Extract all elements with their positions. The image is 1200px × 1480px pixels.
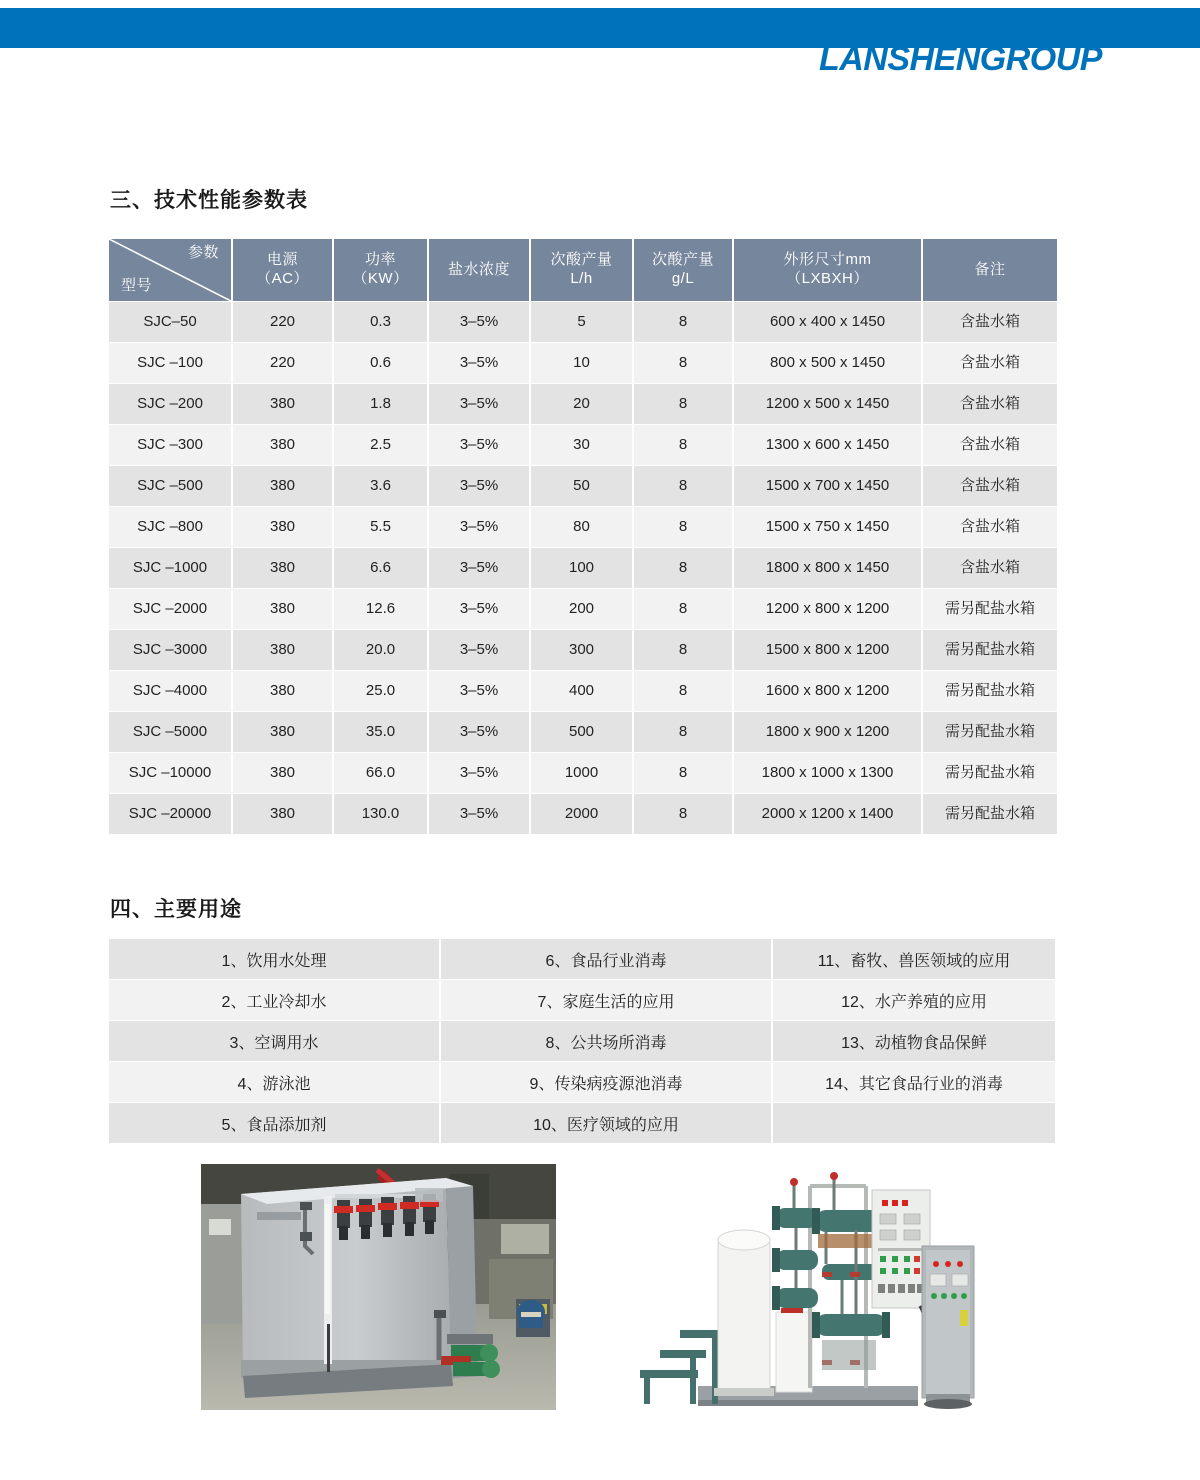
use-cell-empty bbox=[773, 1103, 1055, 1143]
table-row bbox=[109, 384, 1057, 424]
table-row bbox=[109, 466, 1057, 506]
cell-model: SJC –3000 bbox=[109, 630, 231, 670]
cell-output-gl: 8 bbox=[634, 343, 732, 383]
header-line2: （KW） bbox=[352, 270, 409, 287]
table-row bbox=[109, 794, 1057, 834]
cell-power-supply: 380 bbox=[233, 712, 332, 752]
cell-brine: 3–5% bbox=[429, 753, 529, 793]
cell-model: SJC –100 bbox=[109, 343, 231, 383]
cell-remark: 需另配盐水箱 bbox=[923, 589, 1057, 629]
cell-dimensions: 1600 x 800 x 1200 bbox=[734, 671, 921, 711]
cell-remark: 需另配盐水箱 bbox=[923, 753, 1057, 793]
use-cell: 3、空调用水 bbox=[109, 1021, 439, 1061]
cell-output-lh: 2000 bbox=[531, 794, 632, 834]
header-param-label: 参数 bbox=[187, 244, 219, 261]
table-row bbox=[109, 671, 1057, 711]
cell-power: 20.0 bbox=[334, 630, 427, 670]
cell-output-gl: 8 bbox=[634, 507, 732, 547]
cell-remark: 需另配盐水箱 bbox=[923, 794, 1057, 834]
cell-dimensions: 1800 x 1000 x 1300 bbox=[734, 753, 921, 793]
cell-remark: 含盐水箱 bbox=[923, 302, 1057, 342]
company-logo-text: LANSHENGROUP bbox=[818, 40, 1102, 78]
cell-brine: 3–5% bbox=[429, 507, 529, 547]
cell-output-lh: 100 bbox=[531, 548, 632, 588]
header-line1: 次酸产量 bbox=[651, 251, 714, 269]
cell-power: 35.0 bbox=[334, 712, 427, 752]
cell-output-gl: 8 bbox=[634, 630, 732, 670]
table-row bbox=[109, 548, 1057, 588]
cell-power: 0.3 bbox=[334, 302, 427, 342]
header-line2: g/L bbox=[671, 270, 695, 287]
cell-model: SJC –5000 bbox=[109, 712, 231, 752]
cell-power: 3.6 bbox=[334, 466, 427, 506]
cell-power: 5.5 bbox=[334, 507, 427, 547]
header-brine-concentration bbox=[429, 239, 529, 301]
cell-brine: 3–5% bbox=[429, 302, 529, 342]
cell-output-gl: 8 bbox=[634, 794, 732, 834]
cell-model: SJC –20000 bbox=[109, 794, 231, 834]
header-power-supply bbox=[233, 239, 332, 301]
cell-remark: 需另配盐水箱 bbox=[923, 671, 1057, 711]
cell-brine: 3–5% bbox=[429, 712, 529, 752]
cell-dimensions: 1500 x 700 x 1450 bbox=[734, 466, 921, 506]
header-line2: （LXBXH） bbox=[786, 270, 869, 287]
table-row bbox=[109, 712, 1057, 752]
cell-output-gl: 8 bbox=[634, 753, 732, 793]
header-output-lh bbox=[531, 239, 632, 301]
table-row bbox=[109, 302, 1057, 342]
cell-power: 0.6 bbox=[334, 343, 427, 383]
cell-dimensions: 1500 x 800 x 1200 bbox=[734, 630, 921, 670]
cell-remark: 含盐水箱 bbox=[923, 507, 1057, 547]
header-power bbox=[334, 239, 427, 301]
use-cell: 14、其它食品行业的消毒 bbox=[773, 1062, 1055, 1102]
table-row bbox=[109, 425, 1057, 465]
cell-output-lh: 80 bbox=[531, 507, 632, 547]
cell-remark: 含盐水箱 bbox=[923, 466, 1057, 506]
cell-output-gl: 8 bbox=[634, 671, 732, 711]
header-corner-cell bbox=[109, 239, 231, 301]
list-row bbox=[109, 1021, 1055, 1061]
cell-power-supply: 380 bbox=[233, 466, 332, 506]
use-cell: 7、家庭生活的应用 bbox=[441, 980, 771, 1020]
uses-section-title: 四、主要用途 bbox=[110, 898, 242, 921]
cell-power-supply: 380 bbox=[233, 384, 332, 424]
use-cell: 5、食品添加剂 bbox=[109, 1103, 439, 1143]
cell-model: SJC –2000 bbox=[109, 589, 231, 629]
cell-output-lh: 20 bbox=[531, 384, 632, 424]
cell-remark: 含盐水箱 bbox=[923, 425, 1057, 465]
use-cell: 8、公共场所消毒 bbox=[441, 1021, 771, 1061]
header-line1: 盐水浓度 bbox=[447, 260, 510, 278]
header-output-gl bbox=[634, 239, 732, 301]
cell-brine: 3–5% bbox=[429, 671, 529, 711]
cell-brine: 3–5% bbox=[429, 384, 529, 424]
table-row bbox=[109, 343, 1057, 383]
cell-remark: 需另配盐水箱 bbox=[923, 630, 1057, 670]
list-row bbox=[109, 939, 1055, 979]
cell-power-supply: 380 bbox=[233, 794, 332, 834]
use-cell: 1、饮用水处理 bbox=[109, 939, 439, 979]
cell-dimensions: 800 x 500 x 1450 bbox=[734, 343, 921, 383]
cell-output-lh: 5 bbox=[531, 302, 632, 342]
cell-power-supply: 380 bbox=[233, 589, 332, 629]
header-line1: 电源 bbox=[266, 251, 298, 269]
cell-output-lh: 10 bbox=[531, 343, 632, 383]
cell-dimensions: 1800 x 900 x 1200 bbox=[734, 712, 921, 752]
use-cell: 13、动植物食品保鲜 bbox=[773, 1021, 1055, 1061]
cell-dimensions: 1800 x 800 x 1450 bbox=[734, 548, 921, 588]
cell-power: 66.0 bbox=[334, 753, 427, 793]
use-cell: 4、游泳池 bbox=[109, 1062, 439, 1102]
cell-output-lh: 30 bbox=[531, 425, 632, 465]
cell-dimensions: 1200 x 500 x 1450 bbox=[734, 384, 921, 424]
cell-brine: 3–5% bbox=[429, 589, 529, 629]
table-header-row bbox=[109, 239, 1057, 301]
cell-dimensions: 2000 x 1200 x 1400 bbox=[734, 794, 921, 834]
list-row bbox=[109, 1062, 1055, 1102]
cell-power: 1.8 bbox=[334, 384, 427, 424]
cell-power: 130.0 bbox=[334, 794, 427, 834]
cell-power-supply: 380 bbox=[233, 630, 332, 670]
cell-model: SJC –1000 bbox=[109, 548, 231, 588]
list-row bbox=[109, 980, 1055, 1020]
cell-output-gl: 8 bbox=[634, 466, 732, 506]
cell-output-lh: 300 bbox=[531, 630, 632, 670]
cell-brine: 3–5% bbox=[429, 548, 529, 588]
cell-model: SJC –10000 bbox=[109, 753, 231, 793]
cell-output-gl: 8 bbox=[634, 302, 732, 342]
cell-dimensions: 1200 x 800 x 1200 bbox=[734, 589, 921, 629]
use-cell: 6、食品行业消毒 bbox=[441, 939, 771, 979]
header-line1: 备注 bbox=[974, 260, 1006, 278]
technical-parameters-table bbox=[107, 238, 1059, 835]
cell-output-lh: 200 bbox=[531, 589, 632, 629]
header-line1: 功率 bbox=[364, 251, 396, 269]
cell-output-lh: 500 bbox=[531, 712, 632, 752]
cell-output-gl: 8 bbox=[634, 589, 732, 629]
cell-power-supply: 380 bbox=[233, 425, 332, 465]
cell-output-lh: 400 bbox=[531, 671, 632, 711]
use-cell: 11、畜牧、兽医领域的应用 bbox=[773, 939, 1055, 979]
header-dimensions bbox=[734, 239, 921, 301]
use-cell: 10、医疗领域的应用 bbox=[441, 1103, 771, 1143]
use-cell: 9、传染病疫源池消毒 bbox=[441, 1062, 771, 1102]
cell-remark: 含盐水箱 bbox=[923, 384, 1057, 424]
cell-power-supply: 220 bbox=[233, 343, 332, 383]
cell-power: 6.6 bbox=[334, 548, 427, 588]
hypochlorite-generator-cabinet-photo bbox=[201, 1164, 556, 1410]
cell-brine: 3–5% bbox=[429, 794, 529, 834]
cell-dimensions: 1300 x 600 x 1450 bbox=[734, 425, 921, 465]
cell-power-supply: 380 bbox=[233, 671, 332, 711]
cell-dimensions: 600 x 400 x 1450 bbox=[734, 302, 921, 342]
cell-remark: 含盐水箱 bbox=[923, 548, 1057, 588]
cell-brine: 3–5% bbox=[429, 343, 529, 383]
table-row bbox=[109, 753, 1057, 793]
header-model-label: 型号 bbox=[121, 277, 153, 295]
cell-output-gl: 8 bbox=[634, 384, 732, 424]
cell-power-supply: 380 bbox=[233, 753, 332, 793]
use-cell: 2、工业冷却水 bbox=[109, 980, 439, 1020]
header-remark bbox=[923, 239, 1057, 301]
cell-output-gl: 8 bbox=[634, 425, 732, 465]
table-row bbox=[109, 589, 1057, 629]
hypochlorite-generator-skid-photo bbox=[626, 1164, 984, 1414]
cell-output-lh: 50 bbox=[531, 466, 632, 506]
cell-model: SJC –300 bbox=[109, 425, 231, 465]
main-uses-table bbox=[107, 938, 1057, 1144]
cell-power: 2.5 bbox=[334, 425, 427, 465]
cell-model: SJC –4000 bbox=[109, 671, 231, 711]
cell-power-supply: 380 bbox=[233, 507, 332, 547]
header-line1: 外形尺寸mm bbox=[783, 251, 872, 269]
cell-model: SJC –500 bbox=[109, 466, 231, 506]
cell-power-supply: 220 bbox=[233, 302, 332, 342]
cell-brine: 3–5% bbox=[429, 466, 529, 506]
cell-model: SJC –800 bbox=[109, 507, 231, 547]
cell-model: SJC –200 bbox=[109, 384, 231, 424]
cell-model: SJC–50 bbox=[109, 302, 231, 342]
cell-remark: 需另配盐水箱 bbox=[923, 712, 1057, 752]
cell-power: 25.0 bbox=[334, 671, 427, 711]
table-row bbox=[109, 630, 1057, 670]
cell-output-lh: 1000 bbox=[531, 753, 632, 793]
cell-output-gl: 8 bbox=[634, 712, 732, 752]
cell-remark: 含盐水箱 bbox=[923, 343, 1057, 383]
table-row bbox=[109, 507, 1057, 547]
header-line1: 次酸产量 bbox=[550, 251, 613, 269]
cell-power-supply: 380 bbox=[233, 548, 332, 588]
cell-dimensions: 1500 x 750 x 1450 bbox=[734, 507, 921, 547]
use-cell: 12、水产养殖的应用 bbox=[773, 980, 1055, 1020]
cell-brine: 3–5% bbox=[429, 630, 529, 670]
header-line2: L/h bbox=[570, 270, 593, 287]
cell-brine: 3–5% bbox=[429, 425, 529, 465]
cell-output-gl: 8 bbox=[634, 548, 732, 588]
spec-section-title: 三、技术性能参数表 bbox=[110, 189, 308, 212]
cell-power: 12.6 bbox=[334, 589, 427, 629]
header-line2: （AC） bbox=[256, 270, 309, 287]
list-row bbox=[109, 1103, 1055, 1143]
